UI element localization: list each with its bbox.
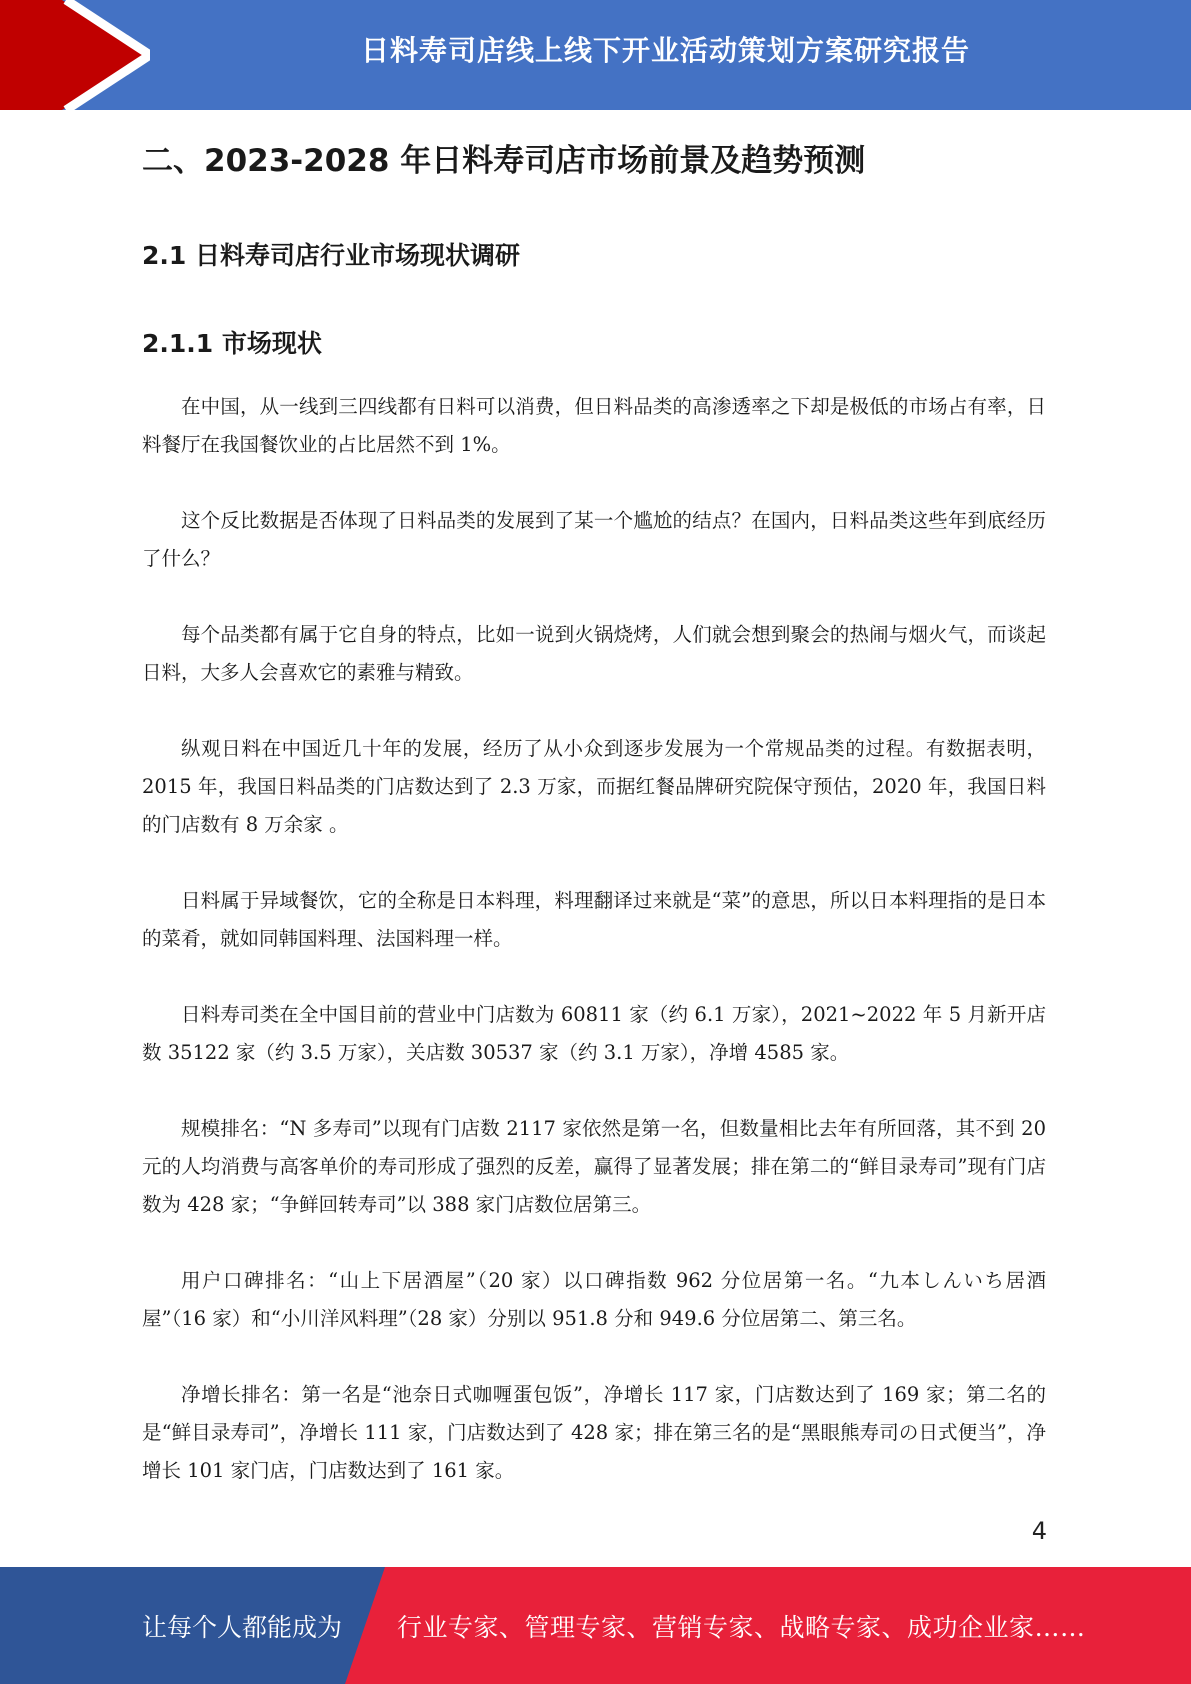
paragraph: 纵观日料在中国近几十年的发展，经历了从小众到逐步发展为一个常规品类的过程。有数据表明，2015 年，我国日料品类的门店数达到了 2.3 万家，而据红餐品牌研究院保守预估，2020 年，我国日料的门店数有 8 万余家 。 (142, 737, 1046, 836)
subsubsection-heading: 2.1.1 市场现状 (142, 329, 322, 358)
document-body (142, 140, 1046, 1528)
red-chevron-icon (0, 0, 150, 110)
paragraph: 日料属于异域餐饮，它的全称是日本料理，料理翻译过来就是“菜”的意思，所以日本料理指的是日本的菜肴，就如同韩国料理、法国料理一样。 (142, 889, 1046, 950)
paragraph-list (142, 388, 1046, 1490)
subsection-heading: 2.1 日料寿司店行业市场现状调研 (142, 241, 520, 270)
paragraph: 规模排名：“N 多寿司”以现有门店数 2117 家依然是第一名，但数量相比去年有所回落，其不到 20 元的人均消费与高客单价的寿司形成了强烈的反差，赢得了显著发展；排在第二的“鲜目录寿司”现有门店数为 428 家；“争鲜回转寿司”以 388 家门店数位居第三。 (142, 1117, 1046, 1216)
report-title: 日料寿司店线上线下开业活动策划方案研究报告 (360, 34, 970, 67)
page-number: 4 (1031, 1517, 1047, 1545)
paragraph: 用户口碑排名：“山上下居酒屋”（20 家）以口碑指数 962 分位居第一名。“九本しんいち居酒屋”（16 家）和“小川洋风料理”（28 家）分别以 951.8 分和 949.6 分位居第二、第三名。 (142, 1269, 1046, 1330)
paragraph: 日料寿司类在全中国目前的营业中门店数为 60811 家（约 6.1 万家），2021~2022 年 5 月新开店数 35122 家（约 3.5 万家），关店数 30537 家（约 3.1 万家），净增 4585 家。 (142, 1003, 1046, 1064)
footer-slogan-right: 行业专家、管理专家、营销专家、战略专家、成功企业家…… (397, 1612, 1086, 1642)
paragraph: 净增长排名：第一名是“池奈日式咖喱蛋包饭”，净增长 117 家，门店数达到了 169 家；第二名的是“鲜目录寿司”，净增长 111 家，门店数达到了 428 家；排在第三名的是“黑眼熊寿司の日式便当”，净增长 101 家门店，门店数达到了 161 家。 (142, 1383, 1046, 1482)
paragraph: 在中国，从一线到三四线都有日料可以消费，但日料品类的高渗透率之下却是极低的市场占有率，日料餐厅在我国餐饮业的占比居然不到 1%。 (142, 395, 1046, 456)
paragraph: 这个反比数据是否体现了日料品类的发展到了某一个尴尬的结点？在国内，日料品类这些年到底经历了什么？ (142, 509, 1046, 570)
footer-slogan-left: 让每个人都能成为 (142, 1612, 343, 1642)
header-band (0, 0, 1191, 110)
section-heading: 二、2023-2028 年日料寿司店市场前景及趋势预测 (142, 143, 866, 179)
paragraph: 每个品类都有属于它自身的特点，比如一说到火锅烧烤，人们就会想到聚会的热闹与烟火气，而谈起日料，大多人会喜欢它的素雅与精致。 (142, 623, 1046, 684)
footer-band (0, 1567, 1191, 1684)
